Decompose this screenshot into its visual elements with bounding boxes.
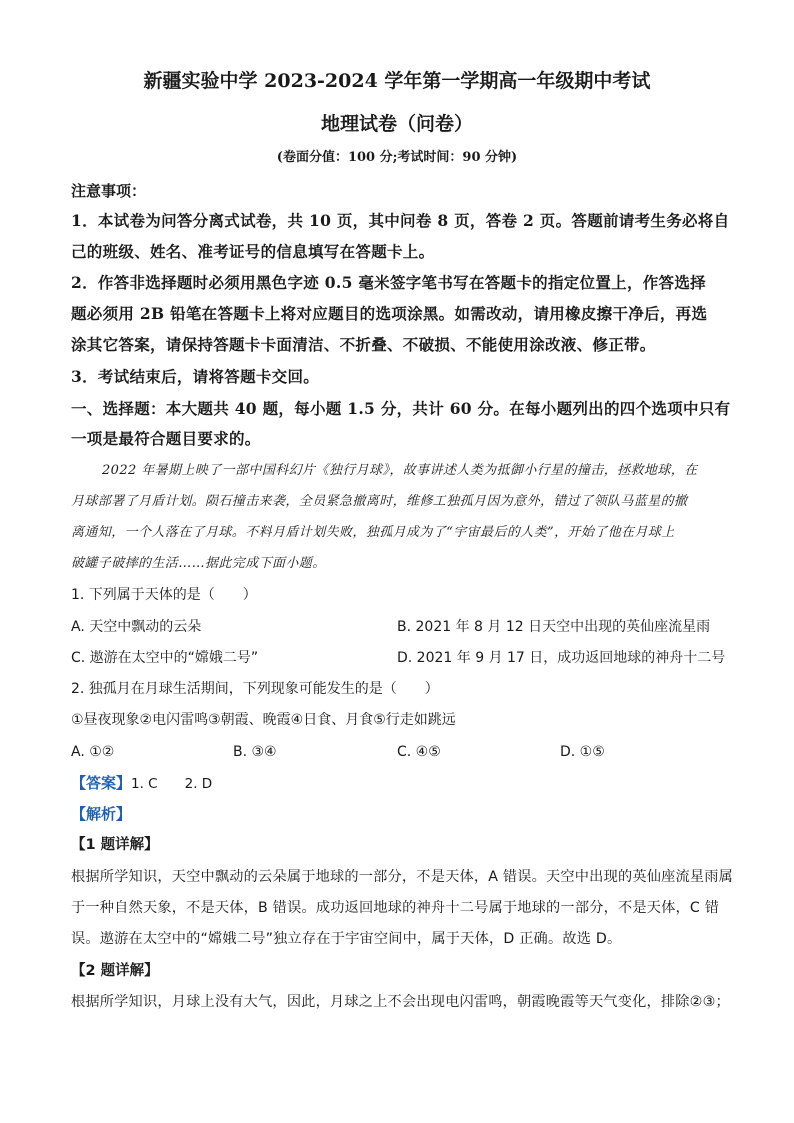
exam-title: 新疆实验中学 2023-2024 学年第一学期高一年级期中考试 (143, 70, 651, 92)
score-info: (卷面分值：100 分;考试时间：90 分钟) (276, 150, 518, 165)
question-1-option-a: A. 天空中飘动的云朵 (71, 619, 202, 635)
story-line-2: 月球部署了月盾计划。陨石撞击来袭，全员紧急撤离时，维修工独孤月因为意外，错过了领队马蓝星的撤 (71, 494, 688, 509)
detail-2-heading: 【2 题详解】 (71, 963, 159, 979)
notice-heading: 注意事项： (71, 182, 147, 200)
notice-line-1: 1．本试卷为问答分离式试卷，共 10 页，其中问卷 8 页，答卷 2 页。答题前请考生务必将自 (71, 211, 730, 230)
notice-line-2: 己的班级、姓名、准考证号的信息填写在答题卡上。 (71, 242, 435, 261)
detail-2-line-1: 根据所学知识，月球上没有大气，因此，月球之上不会出现电闪雷鸣，朝霞晚霞等天气变化，排除②③； (71, 994, 730, 1010)
notice-line-3: 2．作答非选择题时必须用黑色字迹 0.5 毫米签字笔书写在答题卡的指定位置上，作答选择 (71, 273, 706, 292)
question-2-option-a: A. ①② (71, 744, 115, 760)
answer-tag: 【答案】 (71, 774, 132, 792)
notice-line-6: 3．考试结束后，请将答题卡交回。 (71, 367, 320, 386)
question-1-option-c: C. 遨游在太空中的“嫦娥二号” (71, 650, 259, 666)
question-2-stem: 2. 独孤月在月球生活期间，下列现象可能发生的是（ ） (71, 681, 439, 697)
detail-1-line-1: 根据所学知识，天空中飘动的云朵属于地球的一部分，不是天体，A 错误。天空中出现的英仙座流星雨属 (71, 869, 734, 885)
answer-value: 1. C 2. D (131, 776, 213, 792)
question-2-items: ①昼夜现象②电闪雷鸣③朝霞、晚霞④日食、月食⑤行走如跳远 (71, 712, 456, 728)
section-heading-line-1: 一、选择题：本大题共 40 题，每小题 1.5 分，共计 60 分。在每小题列出的四个选项中只有 (71, 399, 731, 418)
section-heading-line-2: 一项是最符合题目要求的。 (71, 429, 261, 448)
question-1-option-d: D. 2021 年 9 月 17 日，成功返回地球的神舟十二号 (397, 650, 726, 666)
question-1-stem: 1. 下列属于天体的是（ ） (71, 587, 257, 603)
detail-1-line-3: 误。遨游在太空中的“嫦娥二号”独立存在于宇宙空间中，属于天体，D 正确。故选 D。 (71, 931, 622, 947)
question-2-option-c: C. ④⑤ (397, 744, 441, 760)
notice-line-5: 涂其它答案，请保持答题卡卡面清洁、不折叠、不破损、不能使用涂改液、修正带。 (71, 335, 656, 354)
question-2-option-b: B. ③④ (233, 744, 277, 760)
notice-line-4: 题必须用 2B 铅笔在答题卡上将对应题目的选项涂黑。如需改动，请用橡皮擦干净后，再选 (71, 304, 708, 323)
story-line-4: 破罐子破摔的生活……据此完成下面小题。 (71, 556, 326, 571)
analysis-tag: 【解析】 (71, 805, 132, 823)
question-1-option-b: B. 2021 年 8 月 12 日天空中出现的英仙座流星雨 (397, 619, 711, 635)
paper-subtitle: 地理试卷（问卷） (320, 113, 473, 135)
detail-1-heading: 【1 题详解】 (71, 837, 159, 853)
answer-row (71, 772, 212, 795)
story-line-1: 2022 年暑期上映了一部中国科幻片《独行月球》，故事讲述人类为抵御小行星的撞击，拯救地球，在 (102, 463, 698, 478)
detail-1-line-2: 于一种自然天象，不是天体，B 错误。成功返回地球的神舟十二号属于地球的一部分，不是天体，C 错 (71, 900, 720, 916)
story-line-3: 离通知，一个人落在了月球。不料月盾计划失败，独孤月成为了“宇宙最后的人类”，开始了他在月球上 (71, 525, 675, 540)
question-2-option-d: D. ①⑤ (560, 744, 605, 760)
